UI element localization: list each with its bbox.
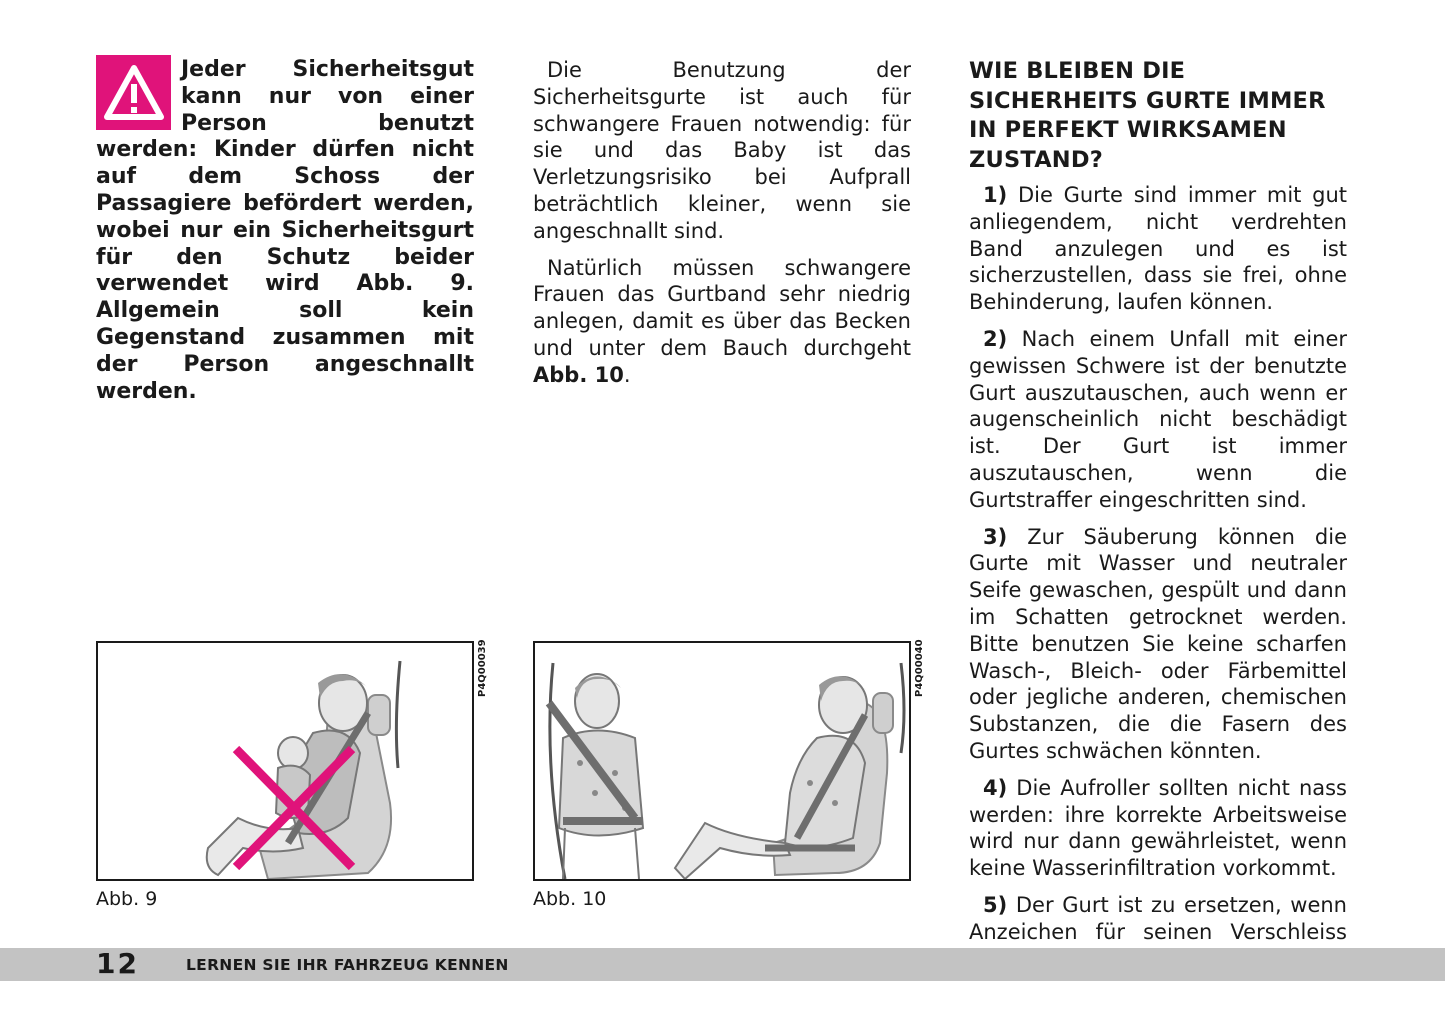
item-text: Die Aufroller sollten nicht nass werden: ihre korrekte Arbeitsweise wird nur dann gewährleistet, wenn keine Wasserinfiltration vorkommt. [969,775,1347,881]
item-number: 4) [983,775,1008,800]
figure-10-illustration [535,643,909,879]
warning-column [96,57,474,405]
figure-9-caption: Abb. 9 [96,888,158,910]
figure-10-code: P4Q00040 [914,639,925,697]
item-text: Nach einem Unfall mit einer gewissen Schwere ist der benutzte Gurt auszutauschen, auch wenn er augenscheinlich nicht beschädigt ist. Der Gurt ist immer auszutauschen, wenn die Gurtstraffer eingeschritten sind. [969,326,1347,512]
list-item [969,775,1347,882]
figure-9-child-on-lap [96,641,474,881]
paragraph-belt-position [533,255,911,389]
figure-10-caption: Abb. 10 [533,888,607,910]
item-text: Die Gurte sind immer mit gut anliegendem, nicht verdrehten Band anzulegen und es ist sicherzustellen, dass sie frei, ohne Behinderung, laufen können. [969,183,1347,315]
list-item [969,326,1347,514]
item-number: 5) [983,892,1008,917]
page-number: 12 [96,947,139,980]
item-number: 3) [983,524,1008,549]
pregnancy-column [533,57,911,399]
para2-end: . [623,362,631,387]
list-item [969,524,1347,765]
item-number: 1) [983,183,1008,207]
maintenance-column [969,57,1347,982]
item-text: Zur Säuberung können die Gurte mit Wasser und neutraler Seife gewaschen, gespült und dann im Schatten getrocknet werden. Bitte benutzen Sie keine scharfen Wasch-, Bleich- oder Färbemittel oder jegliche anderen, chemischen Substanzen, die die Fasern des Gurtes schwächen könnten. [969,524,1347,763]
footer-section-title: LERNEN SIE IHR FAHRZEUG KENNEN [186,956,509,974]
paragraph-pregnant-women: Die Benutzung der Sicherheitsgurte ist auch für schwangere Frauen notwendig: für sie und das Baby ist das Verletzungsrisiko bei Aufprall beträchtlich kleiner, wenn sie angeschnallt sind. [533,58,911,243]
section-heading: WIE BLEIBEN DIE SICHERHEITS GURTE IMMER IN PERFEKT WIRKSAMEN ZUSTAND? [969,58,1326,173]
para2-text: Natürlich müssen schwangere Frauen das Gurtband sehr niedrig anlegen, damit es über das Becken und unter dem Bauch durchgeht [533,255,911,360]
figure-9-illustration [98,643,472,879]
list-item [969,182,1347,316]
figure-10-pregnant-woman [533,641,911,881]
warning-text: Jeder Sicherheitsgut kann nur von einer Person benutzt werden: Kinder dürfen nicht auf dem Schoss der Passagiere befördert werden, wobei nur ein Sicherheitsgurt für den Schutz beider verwendet wird Abb. 9. Allgemein soll kein Gegenstand zusammen mit der Person angeschnallt werden. [96,57,474,404]
item-text: Der Gurt ist zu ersetzen, wenn Anzeichen für seinen Verschleiss [969,892,1347,944]
warning-block [96,57,474,405]
figure-9-code: P4Q00039 [477,639,488,697]
item-number: 2) [983,326,1008,351]
figure-reference: Abb. 10 [533,362,624,387]
warning-triangle-icon [96,55,171,130]
